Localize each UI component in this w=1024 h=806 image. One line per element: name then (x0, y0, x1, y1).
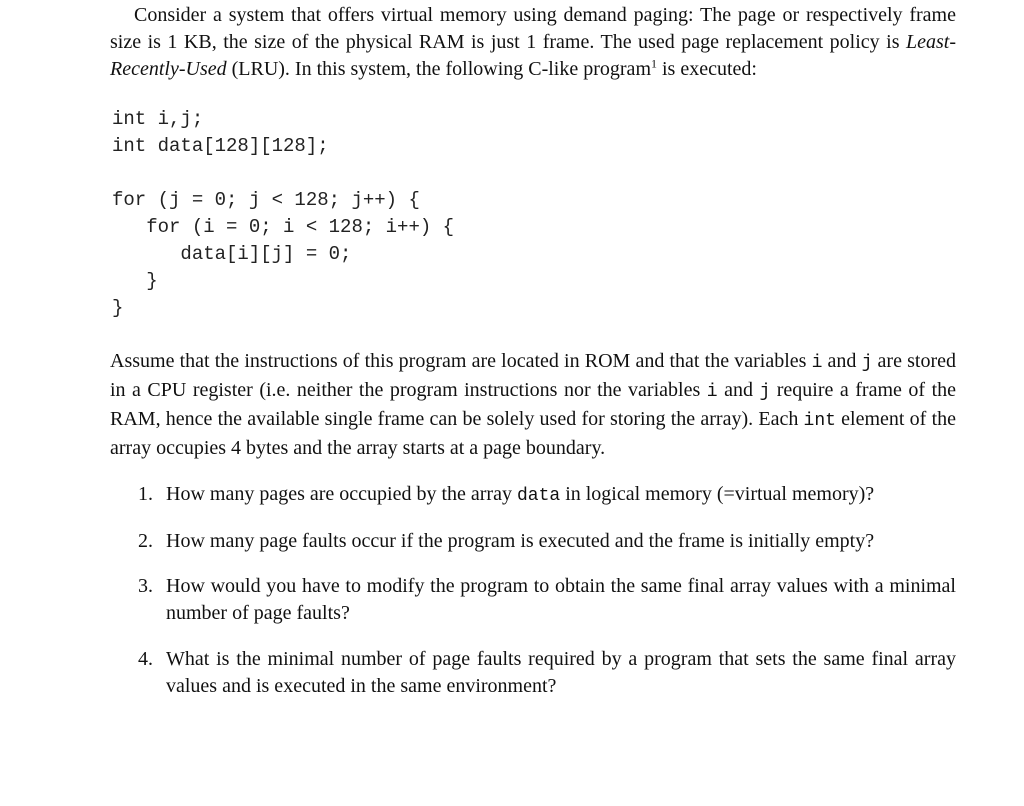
question-text: How many pages are occupied by the array (166, 483, 517, 505)
question-4 (110, 646, 956, 700)
question-number: 2. (138, 530, 153, 552)
array-name-code: data (516, 486, 561, 506)
assume-text-1: Assume that the instructions of this program are located in ROM and that the variables (110, 350, 812, 372)
question-number: 3. (138, 575, 153, 597)
assumption-paragraph (110, 348, 956, 462)
question-text: How many page faults occur if the program is executed and the frame is initially empty? (166, 530, 875, 552)
assume-text-3: are stored in a CPU register (i.e. neither the program instructions nor the variables (110, 350, 956, 401)
var-j-2: j (759, 382, 771, 402)
question-number: 1. (138, 483, 153, 505)
question-text: How would you have to modify the program to obtain the same final array values with a minimal number of page faults? (166, 575, 956, 624)
lru-term: Least-Recently-Used (110, 31, 956, 80)
type-int: int (803, 411, 836, 431)
var-i-2: i (706, 382, 718, 402)
question-3 (110, 573, 956, 627)
question-number: 4. (138, 648, 153, 670)
intro-text-3: is executed: (657, 58, 757, 80)
var-j: j (861, 353, 873, 373)
question-list (110, 481, 956, 700)
footnote-marker: 1 (651, 56, 657, 71)
var-i: i (811, 353, 823, 373)
assume-text-4: and (717, 379, 760, 401)
assume-text-5: require a frame of the RAM, hence the available single frame can be solely used for storing the array). Each (110, 379, 957, 430)
assume-text-2: and (822, 350, 862, 372)
question-text-end: in logical memory (=virtual memory)? (560, 483, 875, 505)
code-declarations: int i,j; int data[128][128]; (112, 108, 329, 157)
intro-text-2: (LRU). In this system, the following C-like program (226, 58, 651, 80)
question-text: What is the minimal number of page faults required by a program that sets the same final array values and is executed in the same environment? (166, 648, 956, 697)
intro-paragraph (110, 2, 956, 83)
code-loops: for (j = 0; j < 128; j++) { for (i = 0; i < 128; i++) { data[i][j] = 0; } } (112, 189, 455, 319)
assume-text-6: element of the array occupies 4 bytes and the array starts at a page boundary. (110, 408, 956, 459)
question-1 (110, 481, 956, 510)
intro-text-1: Consider a system that offers virtual memory using demand paging: The page or respectively frame size is 1 KB, the size of the physical RAM is just 1 frame. The used page replacement policy is (110, 4, 956, 53)
question-2 (110, 528, 956, 555)
